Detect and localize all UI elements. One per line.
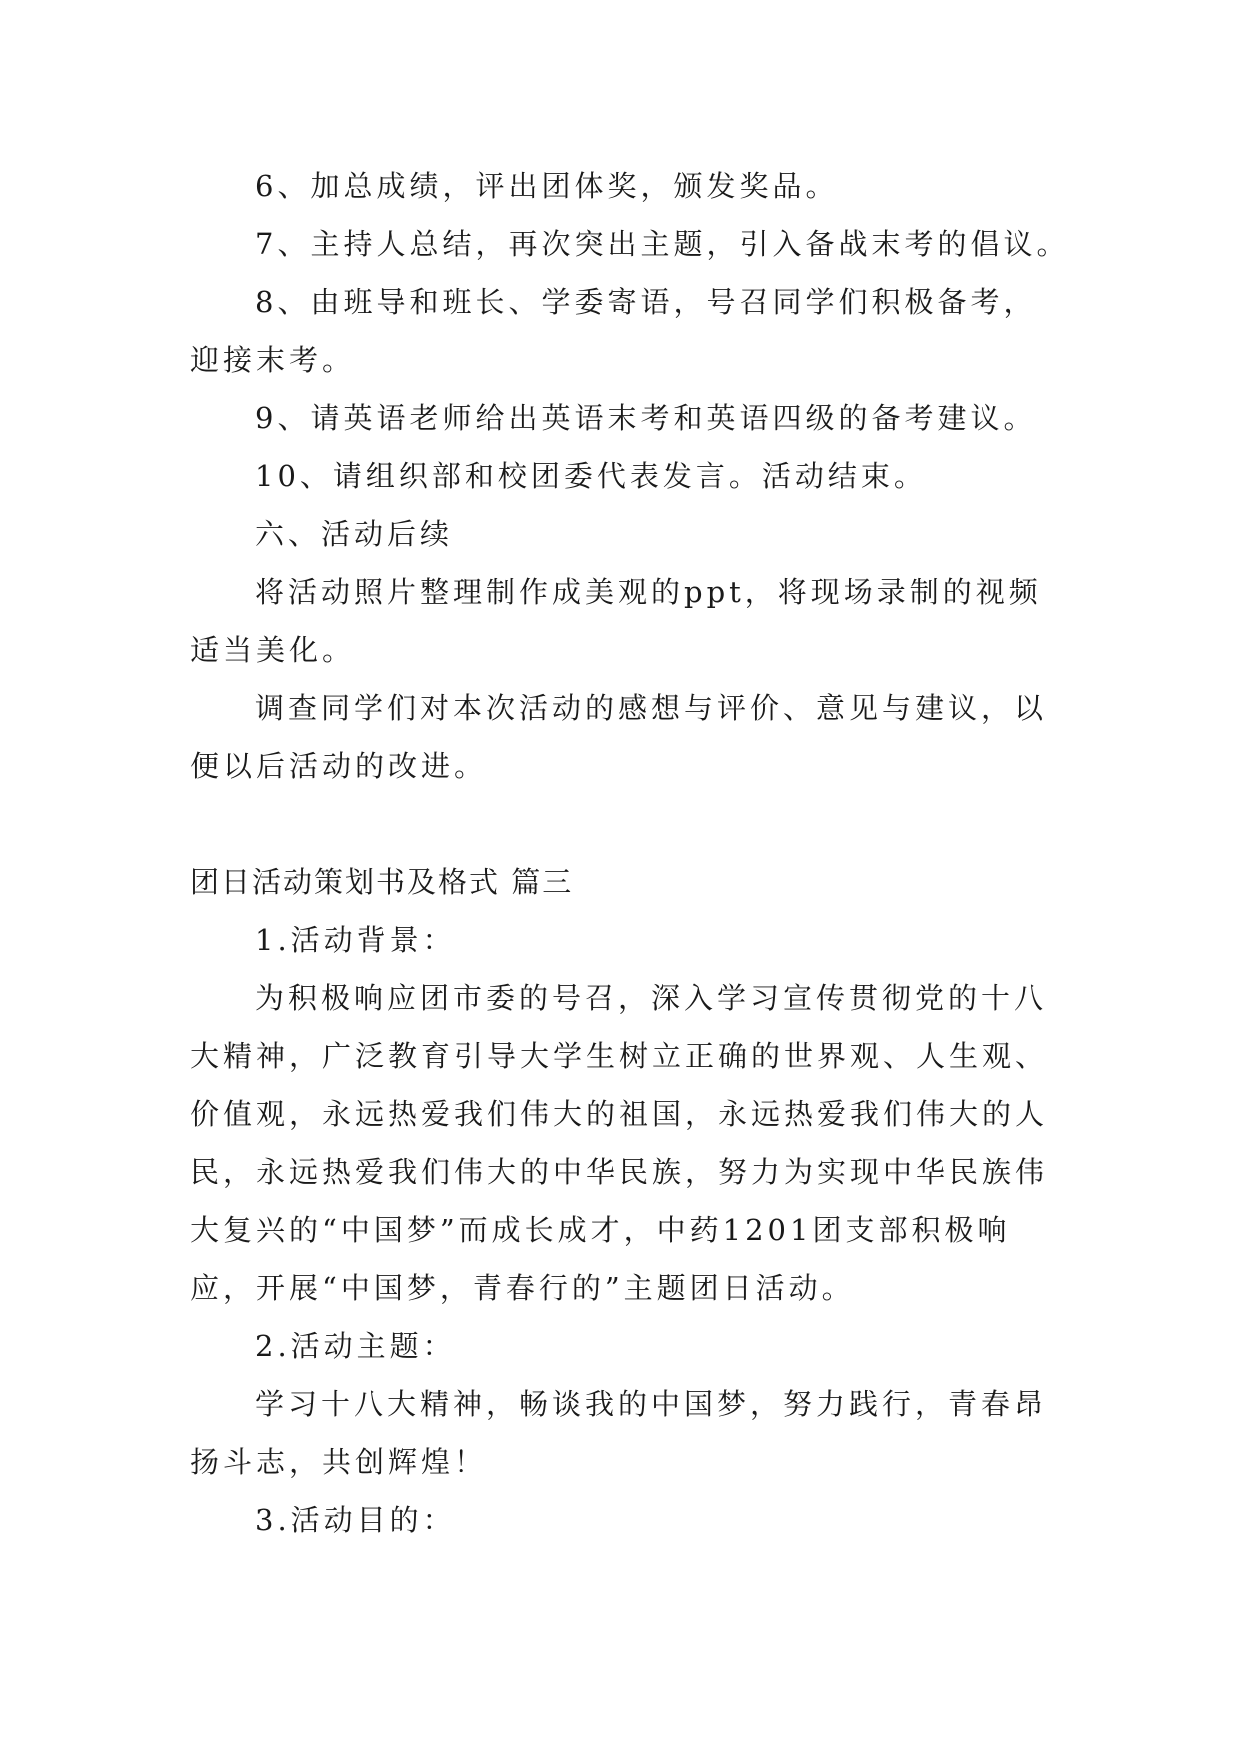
paragraph-line: 将活动照片整理制作成美观的ppt，将现场录制的视频 bbox=[255, 575, 1042, 609]
paragraph-line: 迎接末考。 bbox=[190, 343, 356, 377]
section-heading: 1.活动背景： bbox=[255, 923, 456, 957]
section-heading: 六、活动后续 bbox=[255, 517, 454, 551]
paragraph-line: 扬斗志，共创辉煌！ bbox=[190, 1445, 488, 1479]
paragraph-line: 9、请英语老师给出英语末考和英语四级的备考建议。 bbox=[255, 401, 1037, 435]
paragraph-line: 为积极响应团市委的号召，深入学习宣传贯彻党的十八 bbox=[255, 981, 1048, 1015]
paragraph-line: 适当美化。 bbox=[190, 633, 356, 667]
paragraph-line: 大精神，广泛教育引导大学生树立正确的世界观、人生观、 bbox=[190, 1039, 1049, 1073]
article-title: 团日活动策划书及格式 篇三 bbox=[190, 865, 574, 899]
paragraph-line: 应，开展“中国梦，青春行的”主题团日活动。 bbox=[190, 1271, 855, 1305]
section-heading: 2.活动主题： bbox=[255, 1329, 456, 1363]
paragraph-line: 民，永远热爱我们伟大的中华民族，努力为实现中华民族伟 bbox=[190, 1155, 1049, 1189]
paragraph-line: 6、加总成绩，评出团体奖，颁发奖品。 bbox=[255, 169, 839, 203]
section-heading: 3.活动目的： bbox=[255, 1503, 456, 1537]
paragraph-line: 便以后活动的改进。 bbox=[190, 749, 488, 783]
paragraph-line: 学习十八大精神，畅谈我的中国梦，努力践行，青春昂 bbox=[255, 1387, 1048, 1421]
paragraph-line: 8、由班导和班长、学委寄语，号召同学们积极备考， bbox=[255, 285, 1037, 319]
paragraph-line: 价值观，永远热爱我们伟大的祖国，永远热爱我们伟大的人 bbox=[190, 1097, 1049, 1131]
paragraph-line: 10、请组织部和校团委代表发言。活动结束。 bbox=[255, 459, 927, 493]
paragraph-line: 大复兴的“中国梦”而成长成才，中药1201团支部积极响 bbox=[190, 1213, 1011, 1247]
paragraph-line: 调查同学们对本次活动的感想与评价、意见与建议，以 bbox=[255, 691, 1048, 725]
paragraph-line: 7、主持人总结，再次突出主题，引入备战末考的倡议。 bbox=[255, 227, 1070, 261]
